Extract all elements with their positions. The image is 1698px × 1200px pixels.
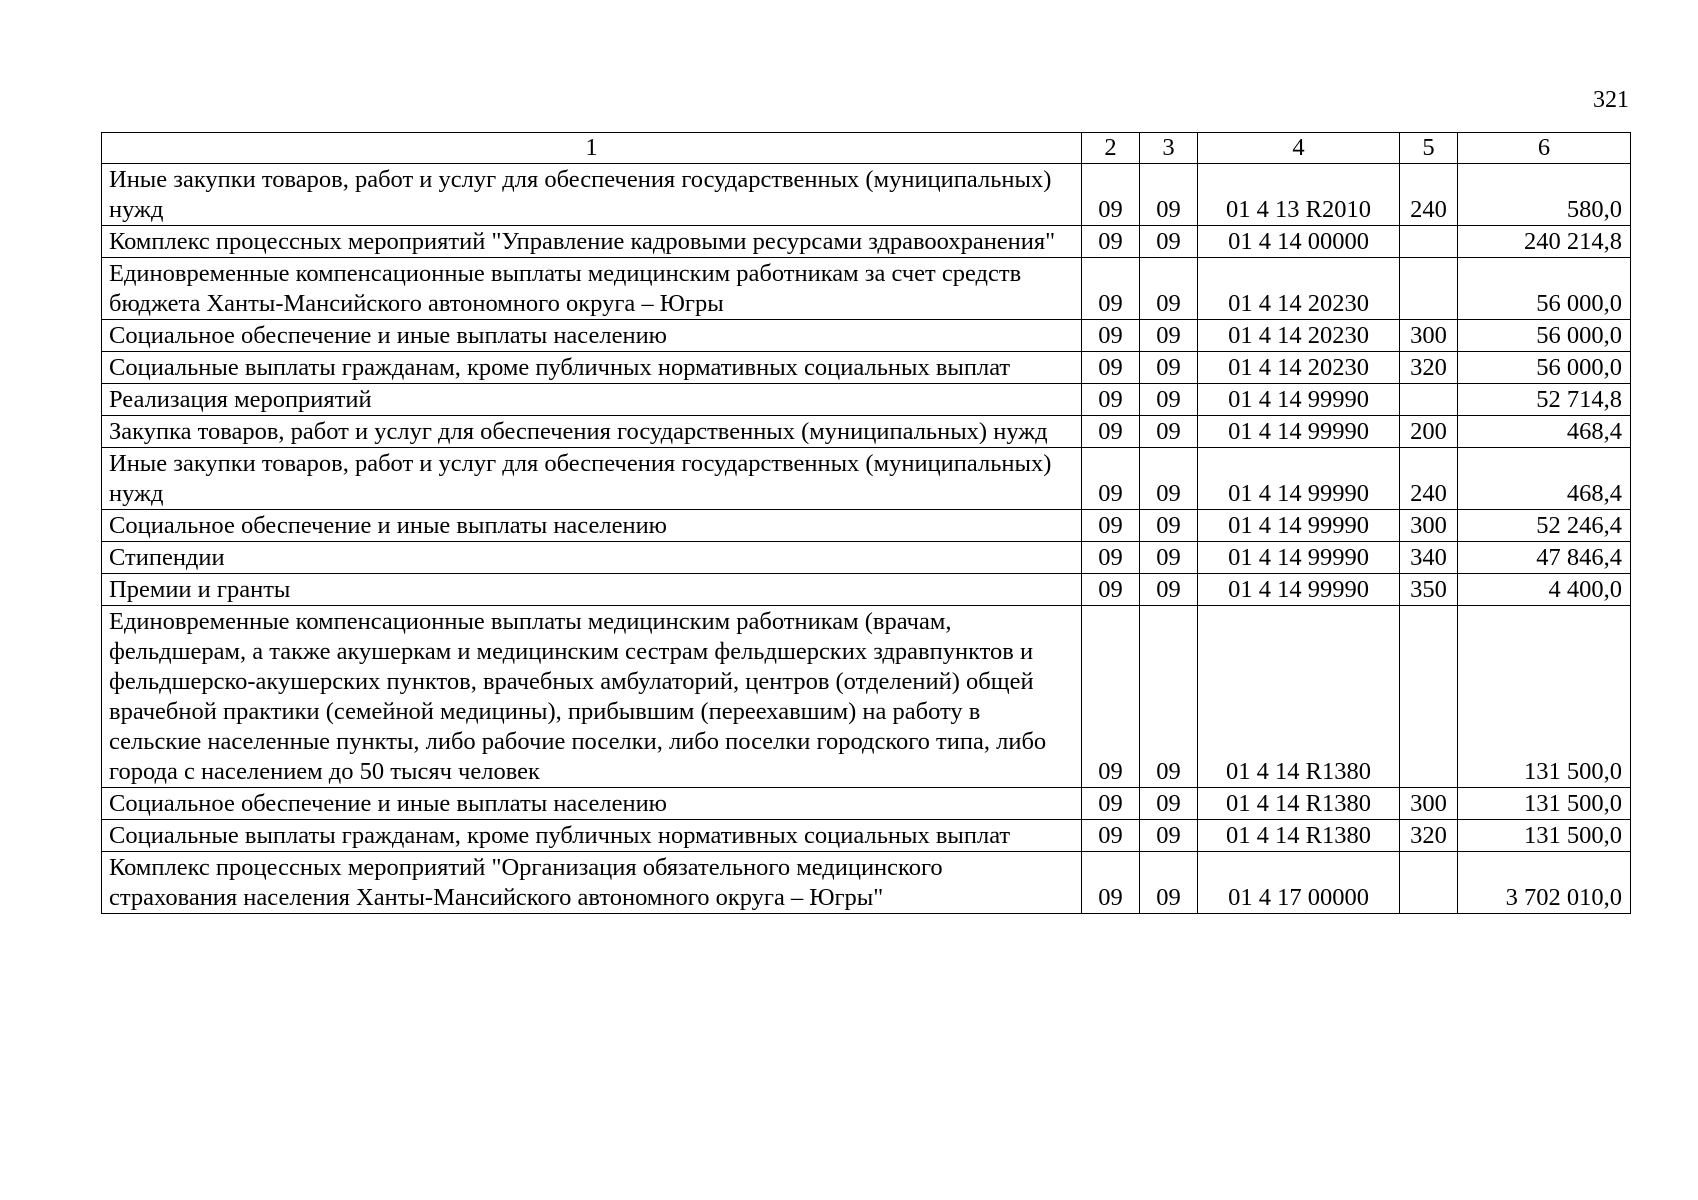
column-header-2: 2 bbox=[1082, 133, 1140, 164]
subsection-code-cell: 09 bbox=[1140, 574, 1198, 606]
target-article-cell: 01 4 14 20230 bbox=[1198, 320, 1400, 352]
section-code-cell: 09 bbox=[1082, 416, 1140, 448]
subsection-code-cell: 09 bbox=[1140, 542, 1198, 574]
section-code-cell: 09 bbox=[1082, 352, 1140, 384]
row-name-cell: Закупка товаров, работ и услуг для обеспечения государственных (муниципальных) нужд bbox=[102, 416, 1082, 448]
expense-type-cell: 340 bbox=[1400, 542, 1458, 574]
subsection-code-cell: 09 bbox=[1140, 226, 1198, 258]
row-name-cell: Социальные выплаты гражданам, кроме публичных нормативных социальных выплат bbox=[102, 352, 1082, 384]
table-row bbox=[102, 606, 1631, 788]
subsection-code-cell: 09 bbox=[1140, 384, 1198, 416]
row-name-cell: Стипендии bbox=[102, 542, 1082, 574]
subsection-code-cell: 09 bbox=[1140, 606, 1198, 788]
column-header-5: 5 bbox=[1400, 133, 1458, 164]
expense-type-cell: 320 bbox=[1400, 820, 1458, 852]
column-header-3: 3 bbox=[1140, 133, 1198, 164]
subsection-code-cell: 09 bbox=[1140, 448, 1198, 510]
table-header-row bbox=[102, 133, 1631, 164]
column-header-4: 4 bbox=[1198, 133, 1400, 164]
expense-type-cell: 300 bbox=[1400, 788, 1458, 820]
column-header-1: 1 bbox=[102, 133, 1082, 164]
table-body bbox=[102, 133, 1631, 914]
section-code-cell: 09 bbox=[1082, 320, 1140, 352]
table-row bbox=[102, 574, 1631, 606]
target-article-cell: 01 4 14 R1380 bbox=[1198, 788, 1400, 820]
subsection-code-cell: 09 bbox=[1140, 258, 1198, 320]
amount-cell: 47 846,4 bbox=[1458, 542, 1631, 574]
table-row bbox=[102, 352, 1631, 384]
row-name-cell: Единовременные компенсационные выплаты медицинским работникам (врачам, фельдшерам, а также акушеркам и медицинским сестрам фельдшерских здравпунктов и фельдшерско-акушерских пунктов, врачебных амбулаторий, центров (отделений) общей врачебной практики (семейной медицины), прибывшим (переехавшим) на работу в сельские населенные пункты, либо рабочие поселки, либо поселки городского типа, либо города с населением до 50 тысяч человек bbox=[102, 606, 1082, 788]
table-row bbox=[102, 820, 1631, 852]
section-code-cell: 09 bbox=[1082, 226, 1140, 258]
expense-type-cell: 350 bbox=[1400, 574, 1458, 606]
target-article-cell: 01 4 14 R1380 bbox=[1198, 606, 1400, 788]
budget-table bbox=[101, 132, 1631, 914]
target-article-cell: 01 4 14 99990 bbox=[1198, 416, 1400, 448]
subsection-code-cell: 09 bbox=[1140, 510, 1198, 542]
target-article-cell: 01 4 14 20230 bbox=[1198, 258, 1400, 320]
section-code-cell: 09 bbox=[1082, 164, 1140, 226]
row-name-cell: Премии и гранты bbox=[102, 574, 1082, 606]
amount-cell: 131 500,0 bbox=[1458, 820, 1631, 852]
amount-cell: 56 000,0 bbox=[1458, 258, 1631, 320]
table-row bbox=[102, 164, 1631, 226]
amount-cell: 468,4 bbox=[1458, 416, 1631, 448]
expense-type-cell: 240 bbox=[1400, 164, 1458, 226]
table-row bbox=[102, 448, 1631, 510]
row-name-cell: Социальные выплаты гражданам, кроме публичных нормативных социальных выплат bbox=[102, 820, 1082, 852]
expense-type-cell bbox=[1400, 226, 1458, 258]
expense-type-cell: 300 bbox=[1400, 320, 1458, 352]
amount-cell: 240 214,8 bbox=[1458, 226, 1631, 258]
subsection-code-cell: 09 bbox=[1140, 820, 1198, 852]
section-code-cell: 09 bbox=[1082, 788, 1140, 820]
target-article-cell: 01 4 14 99990 bbox=[1198, 510, 1400, 542]
amount-cell: 4 400,0 bbox=[1458, 574, 1631, 606]
row-name-cell: Социальное обеспечение и иные выплаты населению bbox=[102, 788, 1082, 820]
amount-cell: 56 000,0 bbox=[1458, 320, 1631, 352]
amount-cell: 131 500,0 bbox=[1458, 606, 1631, 788]
amount-cell: 580,0 bbox=[1458, 164, 1631, 226]
row-name-cell: Социальное обеспечение и иные выплаты населению bbox=[102, 320, 1082, 352]
amount-cell: 52 714,8 bbox=[1458, 384, 1631, 416]
section-code-cell: 09 bbox=[1082, 258, 1140, 320]
subsection-code-cell: 09 bbox=[1140, 852, 1198, 914]
subsection-code-cell: 09 bbox=[1140, 320, 1198, 352]
subsection-code-cell: 09 bbox=[1140, 416, 1198, 448]
target-article-cell: 01 4 14 99990 bbox=[1198, 448, 1400, 510]
table-row bbox=[102, 258, 1631, 320]
row-name-cell: Реализация мероприятий bbox=[102, 384, 1082, 416]
target-article-cell: 01 4 14 20230 bbox=[1198, 352, 1400, 384]
expense-type-cell: 320 bbox=[1400, 352, 1458, 384]
section-code-cell: 09 bbox=[1082, 448, 1140, 510]
target-article-cell: 01 4 17 00000 bbox=[1198, 852, 1400, 914]
page-number: 321 bbox=[1593, 87, 1629, 113]
table-row bbox=[102, 852, 1631, 914]
row-name-cell: Социальное обеспечение и иные выплаты населению bbox=[102, 510, 1082, 542]
table-row bbox=[102, 320, 1631, 352]
table-row bbox=[102, 384, 1631, 416]
row-name-cell: Единовременные компенсационные выплаты медицинским работникам за счет средств бюджета Ханты-Мансийского автономного округа – Югры bbox=[102, 258, 1082, 320]
amount-cell: 131 500,0 bbox=[1458, 788, 1631, 820]
section-code-cell: 09 bbox=[1082, 542, 1140, 574]
target-article-cell: 01 4 14 99990 bbox=[1198, 574, 1400, 606]
row-name-cell: Иные закупки товаров, работ и услуг для обеспечения государственных (муниципальных) нужд bbox=[102, 448, 1082, 510]
section-code-cell: 09 bbox=[1082, 384, 1140, 416]
target-article-cell: 01 4 14 00000 bbox=[1198, 226, 1400, 258]
expense-type-cell bbox=[1400, 258, 1458, 320]
target-article-cell: 01 4 13 R2010 bbox=[1198, 164, 1400, 226]
table-row bbox=[102, 226, 1631, 258]
section-code-cell: 09 bbox=[1082, 606, 1140, 788]
table-row bbox=[102, 416, 1631, 448]
section-code-cell: 09 bbox=[1082, 574, 1140, 606]
subsection-code-cell: 09 bbox=[1140, 352, 1198, 384]
expense-type-cell: 200 bbox=[1400, 416, 1458, 448]
section-code-cell: 09 bbox=[1082, 852, 1140, 914]
amount-cell: 56 000,0 bbox=[1458, 352, 1631, 384]
expense-type-cell bbox=[1400, 606, 1458, 788]
row-name-cell: Иные закупки товаров, работ и услуг для обеспечения государственных (муниципальных) нужд bbox=[102, 164, 1082, 226]
row-name-cell: Комплекс процессных мероприятий "Организация обязательного медицинского страхования населения Ханты-Мансийского автономного округа – Югры" bbox=[102, 852, 1082, 914]
section-code-cell: 09 bbox=[1082, 510, 1140, 542]
expense-type-cell bbox=[1400, 384, 1458, 416]
subsection-code-cell: 09 bbox=[1140, 788, 1198, 820]
target-article-cell: 01 4 14 R1380 bbox=[1198, 820, 1400, 852]
expense-type-cell bbox=[1400, 852, 1458, 914]
subsection-code-cell: 09 bbox=[1140, 164, 1198, 226]
table-row bbox=[102, 788, 1631, 820]
target-article-cell: 01 4 14 99990 bbox=[1198, 542, 1400, 574]
table-row bbox=[102, 510, 1631, 542]
section-code-cell: 09 bbox=[1082, 820, 1140, 852]
column-header-6: 6 bbox=[1458, 133, 1631, 164]
amount-cell: 52 246,4 bbox=[1458, 510, 1631, 542]
target-article-cell: 01 4 14 99990 bbox=[1198, 384, 1400, 416]
expense-type-cell: 300 bbox=[1400, 510, 1458, 542]
expense-type-cell: 240 bbox=[1400, 448, 1458, 510]
amount-cell: 3 702 010,0 bbox=[1458, 852, 1631, 914]
table-row bbox=[102, 542, 1631, 574]
row-name-cell: Комплекс процессных мероприятий "Управление кадровыми ресурсами здравоохранения" bbox=[102, 226, 1082, 258]
amount-cell: 468,4 bbox=[1458, 448, 1631, 510]
